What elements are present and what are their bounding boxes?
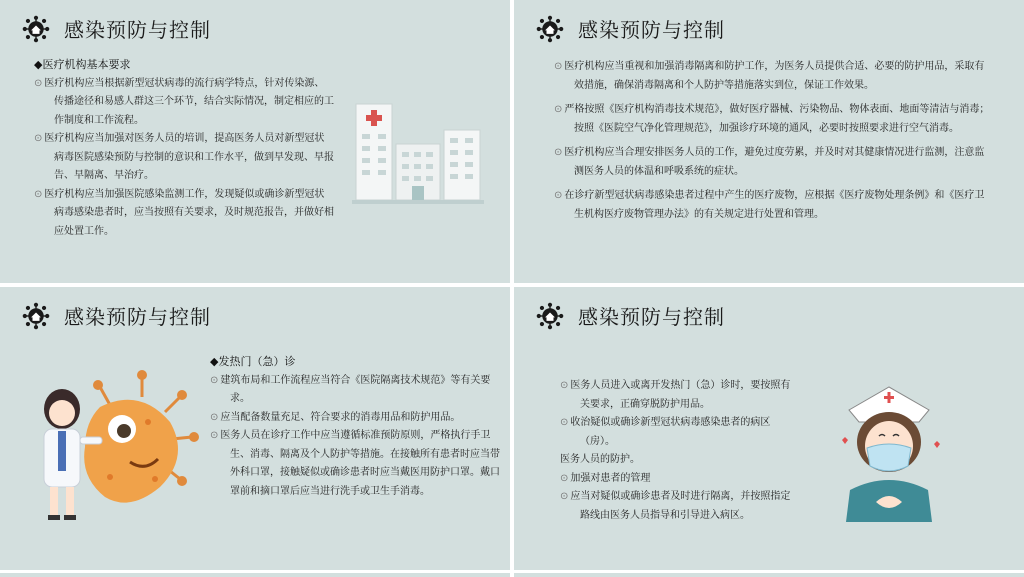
panel-content [554,58,994,224]
panel-title: 感染预防与控制 [64,305,211,329]
nurse-illustration [834,382,944,522]
panel-content [34,56,334,241]
list-item: 医务人员的防护。 [560,454,640,465]
list-item: ⊙ 应当配备数量充足、符合要求的消毒用品和防护用品。 [210,411,461,423]
panel-content [560,377,792,525]
panel-header [536,301,725,330]
panel-title: 感染预防与控制 [578,18,725,42]
section-subheading: ◆发热门（急）诊 [210,355,296,368]
slide-panel-3 [0,287,510,570]
list-item: ⊙ 加强对患者的管理 [560,472,651,484]
next-slide-edge [0,573,510,577]
panel-title: 感染预防与控制 [578,305,725,329]
panel-header [536,14,725,43]
virus-icon [536,15,564,43]
slide-panel-4 [514,287,1024,570]
panel-title: 感染预防与控制 [64,18,211,42]
section-subheading: ◆医疗机构基本要求 [34,58,131,71]
virus-icon [536,302,564,330]
list-item: ⊙ 医务人员进入或离开发热门（急）诊时，要按照有关要求，正确穿脱防护用品。 [560,380,791,410]
list-item: ⊙ 医疗机构应当加强医院感染监测工作，发现疑似或确诊新型冠状病毒感染患者时，应当按照有关要求，及时规范报告，并做好相应处置工作。 [34,188,334,237]
list-item: ⊙ 严格按照《医疗机构消毒技术规范》，做好医疗器械、污染物品、物体表面、地面等清洁与消毒；按照《医院空气净化管理规范》，加强诊疗环境的通风，必要时按照要求进行空气消毒。 [554,104,990,134]
list-item: ⊙ 医疗机构应当加强对医务人员的培训，提高医务人员对新型冠状病毒医院感染预防与控制的意识和工作水平，做到早发现、早报告、早隔离、早治疗。 [34,133,334,181]
slide-panel-1 [0,0,510,283]
doctor-and-virus-illustration [30,367,200,527]
panel-content [210,353,502,501]
next-slide-edge [514,573,1024,577]
virus-icon [22,15,50,43]
hospital-buildings-illustration [352,96,484,208]
list-item: ⊙ 在诊疗新型冠状病毒感染患者过程中产生的医疗废物，应根据《医疗废物处理条例》和《医疗卫生机构医疗废物管理办法》的有关规定进行处置和管理。 [554,190,985,220]
list-item: ⊙ 医务人员在诊疗工作中应当遵循标准预防原则，严格执行手卫生、消毒、隔离及个人防护等措施。在接触所有患者时应当带外科口罩，接触疑似或确诊患者时应当戴医用防护口罩。戴口罩前和摘口罩后应当进行洗手或卫生手消毒。 [210,430,500,497]
list-item: ⊙ 医疗机构应当合理安排医务人员的工作，避免过度劳累，并及时对其健康情况进行监测，注意监测医务人员的体温和呼吸系统的症状。 [554,147,985,177]
virus-icon [22,302,50,330]
list-item: ⊙ 医疗机构应当重视和加强消毒隔离和防护工作，为医务人员提供合适、必要的防护用品，采取有效措施，确保消毒隔离和个人防护等措施落实到位，保证工作效果。 [554,61,985,91]
panel-header [22,301,211,330]
panel-header [22,14,211,43]
list-item: ⊙ 应当对疑似或确诊患者及时进行隔离，并按照指定路线由医务人员指导和引导进入病区。 [560,491,791,521]
list-item: ⊙ 收治疑似或确诊新型冠状病毒感染患者的病区（房）。 [560,417,771,447]
list-item: ⊙ 建筑布局和工作流程应当符合《医院隔离技术规范》等有关要求。 [210,374,491,404]
slide-panel-2 [514,0,1024,283]
list-item: ⊙ 医疗机构应当根据新型冠状病毒的流行病学特点，针对传染源、传播途径和易感人群这三个环节，结合实际情况，制定相应的工作制度和工作流程。 [34,77,334,126]
